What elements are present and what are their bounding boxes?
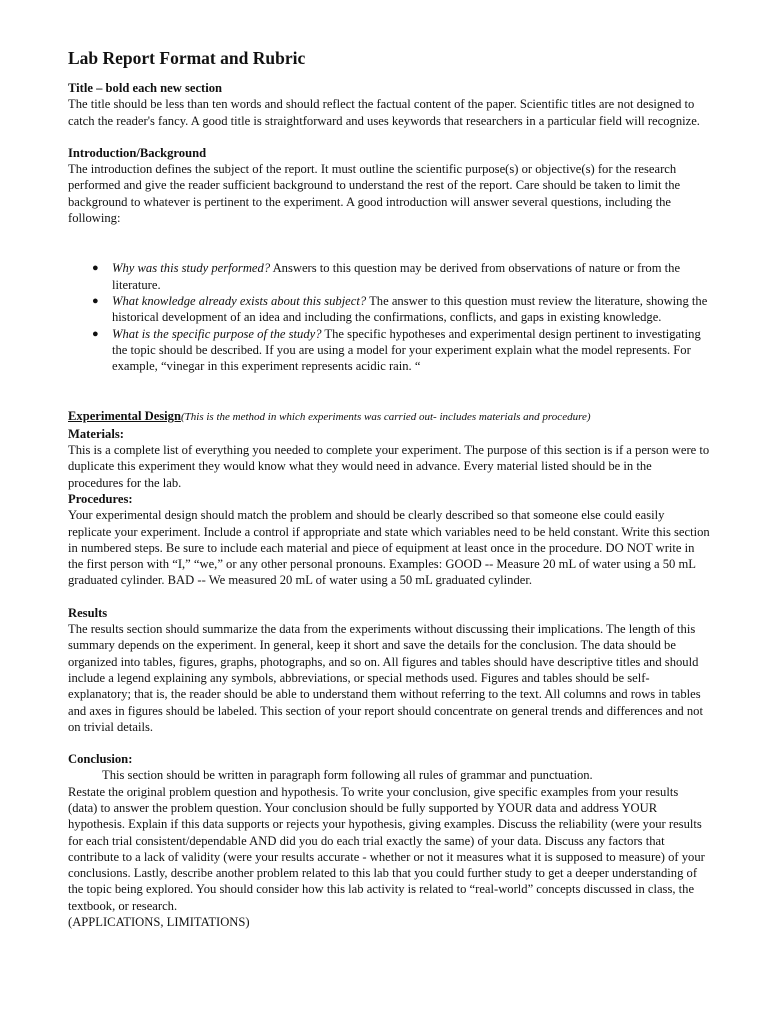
experimental-design-heading-line [68,408,710,425]
intro-question-list [68,260,710,374]
conclusion-closing: (APPLICATIONS, LIMITATIONS) [68,915,250,930]
materials-body: This is a complete list of everything you needed to complete your experiment. The purpose of this section is if a person were to duplicate this experiment they would know what they would need in advance. Every material listed should be in the procedures for the lab. [68,443,710,490]
document-title: Lab Report Format and Rubric [68,48,306,68]
answer-text: The specific hypotheses and experimental design pertinent to investigating the topic should be described. If you are using a model for your experiment explain what the model represents. For example, “vinegar in this experiment represents acidic rain. “ [112,326,701,374]
answer-text: The answer to this question must review the literature, showing the historical development of an idea and including the confirmations, conflicts, and gaps in existing knowledge. [112,293,708,325]
experimental-design-note: (This is the method in which experiments was carried out- includes materials and procedure) [181,411,591,424]
list-item [92,260,710,293]
conclusion-intro-line: This section should be written in paragraph form following all rules of grammar and punctuation. [102,768,593,783]
results-heading: Results [68,605,108,620]
conclusion-heading: Conclusion: [68,752,133,767]
question-text: What knowledge already exists about this subject? [112,293,367,308]
bullet-icon: ● [92,327,99,340]
procedures-body: Your experimental design should match the problem and should be clearly described so that someone else could easily replicate your experiment. Include a control if appropriate and state which variables need to be held constant. Write this section in numbered steps. Be sure to include each material and piece of equipment at least once in the procedure. DO NOT write in the first person with “I,” “we,” or any other personal pronouns. Examples: GOOD -- Measure 20 mL of water using a 50 mL graduated cylinder. BAD -- We measured 20 mL of water using a 50 mL graduated cylinder. [68,508,710,588]
question-text: What is the specific purpose of the study? [112,326,322,341]
results-body: The results section should summarize the data from the experiments without discussing their implications. The length of this summary depends on the experiment. In general, keep it short and save the details for the conclusion. The data should be organized into tables, figures, graphs, photographs, and so on. All figures and tables should have descriptive titles and should include a legend explaining any symbols, abbreviations, or special methods used. Figures and tables should be self-explanatory; that is, the reader should be able to understand them without referring to the text. All columns and rows in tables and axes in figures should be labeled. This section of your report should concentrate on general trends and differences and not on trivial details. [68,622,703,734]
materials-heading: Materials: [68,426,124,441]
intro-body: The introduction defines the subject of the report. It must outline the scientific purpose(s) or objective(s) for the research performed and give the reader sufficient background to understand the rest of the report. Care should be taken to limit the background to whatever is pertinent to the experiment. A good introduction will answer several questions, including the following: [68,162,681,226]
intro-heading: Introduction/Background [68,145,207,160]
conclusion-body: Restate the original problem question and hypothesis. To write your conclusion, give specific examples from your results (data) to answer the problem question. Your conclusion should be fully supported by YOUR data and address YOUR hypothesis. Explain if this data supports or rejects your hypothesis, giving examples. Discuss the reliability (were your results for each trial consistent/dependable AND did you do each trial exactly the same) of your data. Discuss any factors that contribute to a lack of validity (were your results accurate - whether or not it measures what it is supposed to measure) of your conclusions. Lastly, describe another problem related to this lab that you could further study to get a deeper understanding of the topic being explored. You should consider how this lab activity is related to “real-world” concepts discussed in class, the textbook, or research. [68,784,705,913]
list-item [92,326,710,375]
question-text: Why was this study performed? [112,261,271,276]
title-section-heading: Title – bold each new section [68,81,223,95]
list-item [92,293,710,326]
procedures-heading: Procedures: [68,491,133,506]
bullet-icon: ● [92,294,99,307]
bullet-icon: ● [92,262,99,275]
title-section-body: The title should be less than ten words and should reflect the factual content of the paper. Scientific titles are not designed to catch the reader's fancy. A good title is straightforward and uses keywords that researchers in a particular field will recognize. [68,97,700,128]
experimental-design-heading: Experimental Design [68,409,181,424]
answer-text: Answers to this question may be derived from observations of nature or from the literature. [112,261,681,292]
